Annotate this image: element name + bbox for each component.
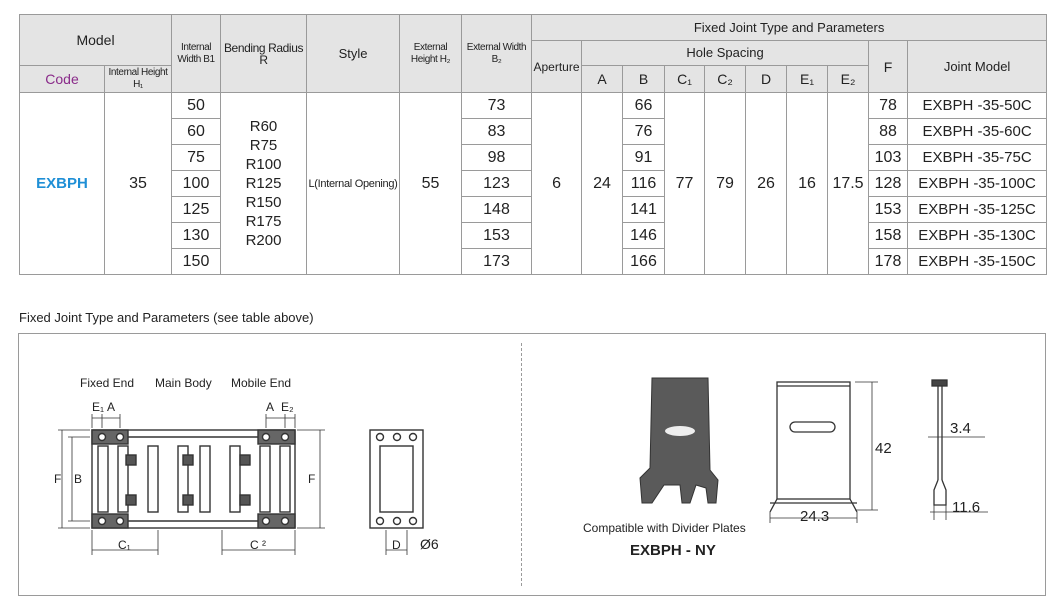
dim-42-label: 42: [875, 440, 892, 457]
f-value: 128: [869, 171, 908, 197]
code-header: Code: [20, 66, 105, 93]
end-view-outline: [370, 430, 423, 528]
f-value: 103: [869, 145, 908, 171]
joint-model-value: EXBPH -35-60C: [908, 119, 1047, 145]
c2-header: C₂: [705, 66, 746, 93]
b-value: 146: [623, 223, 665, 249]
ext-width-value: 83: [462, 119, 532, 145]
hole-spacing-header: Hole Spacing: [582, 41, 869, 66]
radius-value: R100: [245, 156, 282, 173]
e2-value: 17.5: [828, 93, 869, 275]
f-value: 88: [869, 119, 908, 145]
d-value: 26: [746, 93, 787, 275]
ext-width-value: 98: [462, 145, 532, 171]
dim-c1-label: C₁: [118, 538, 131, 552]
f-value: 78: [869, 93, 908, 119]
ext-width-value: 73: [462, 93, 532, 119]
dim-e2-label: E₂: [281, 400, 294, 414]
external-height-header: External Height H₂: [400, 15, 462, 93]
b-value: 76: [623, 119, 665, 145]
b-value: 116: [623, 171, 665, 197]
end-view-drawing: [370, 430, 423, 555]
joint-model-value: EXBPH -35-150C: [908, 249, 1047, 275]
plate-front-outline: [777, 382, 850, 499]
end-view-hole: [377, 518, 384, 525]
mount-hole: [282, 434, 289, 441]
dim-d-label: D: [392, 538, 401, 552]
radius-value: R175: [245, 213, 282, 230]
ext-width-value: 123: [462, 171, 532, 197]
radius-value: R200: [245, 232, 282, 249]
e1-header: E₁: [787, 66, 828, 93]
a-header: A: [582, 66, 623, 93]
dim-116-label: 11.6: [952, 499, 981, 516]
dim-a-right-label: A: [266, 400, 275, 414]
link-pin: [126, 455, 136, 465]
ext-width-value: 148: [462, 197, 532, 223]
external-width-header: External Width B₂: [462, 15, 532, 93]
fixed-end-label: Fixed End: [80, 376, 135, 390]
joint-model-header: Joint Model: [908, 41, 1047, 93]
width-value: 130: [172, 223, 221, 249]
width-value: 125: [172, 197, 221, 223]
e2-header: E₂: [828, 66, 869, 93]
a-value: 24: [582, 93, 623, 275]
side-view-top: [932, 380, 947, 386]
chain-assembly-drawing: [92, 430, 295, 528]
mobile-end-label: Mobile End: [231, 376, 292, 390]
joint-model-value: EXBPH -35-100C: [908, 171, 1047, 197]
b-value: 141: [623, 197, 665, 223]
radius-value: R60: [249, 118, 278, 135]
c1-header: C₁: [665, 66, 705, 93]
b-value: 91: [623, 145, 665, 171]
c1-value: 77: [665, 93, 705, 275]
mount-hole: [263, 518, 270, 525]
mount-hole: [99, 518, 106, 525]
end-view-hole: [377, 434, 384, 441]
code-value: EXBPH: [20, 93, 105, 275]
link-pin: [183, 455, 193, 465]
end-view-opening: [380, 446, 413, 512]
link-plate: [200, 446, 210, 512]
dim-34-label: 3.4: [950, 420, 971, 437]
section-title: Fixed Joint Type and Parameters (see table above): [19, 310, 314, 325]
end-view-hole: [394, 434, 401, 441]
divider-plate-photo: [640, 378, 718, 503]
chain-outline: [92, 430, 295, 528]
joint-model-value: EXBPH -35-75C: [908, 145, 1047, 171]
joint-model-value: EXBPH -35-50C: [908, 93, 1047, 119]
link-pin: [183, 495, 193, 505]
internal-width-header: Internal Width B1: [172, 15, 221, 93]
mount-hole: [263, 434, 270, 441]
dim-c2-label: C ²: [250, 538, 266, 552]
compatible-label: Compatible with Divider Plates: [583, 521, 746, 535]
bending-radius-header: Bending Radius R: [221, 15, 307, 93]
aperture-header: Aperture: [532, 41, 582, 93]
end-view-hole: [410, 518, 417, 525]
ext-width-value: 153: [462, 223, 532, 249]
link-pin: [240, 495, 250, 505]
f-value: 153: [869, 197, 908, 223]
radius-value: R75: [249, 137, 278, 154]
divider-plate-slot: [665, 426, 695, 436]
model-header: Model: [20, 15, 172, 66]
plate-front-slot: [790, 422, 835, 432]
style-header: Style: [307, 15, 400, 93]
dim-b-label: B: [74, 472, 83, 486]
dim-243-label: 24.3: [800, 508, 830, 525]
b-value: 66: [623, 93, 665, 119]
link-pin: [240, 455, 250, 465]
dim-f-right-label: F: [308, 472, 316, 486]
mount-hole: [117, 434, 124, 441]
width-value: 60: [172, 119, 221, 145]
d-header: D: [746, 66, 787, 93]
fixed-joint-header: Fixed Joint Type and Parameters: [532, 15, 1047, 41]
mount-hole: [99, 434, 106, 441]
internal-height-header: Internal Height H₁: [105, 66, 172, 93]
ext-width-value: 173: [462, 249, 532, 275]
end-view-hole: [410, 434, 417, 441]
link-plate: [260, 446, 270, 512]
link-pin: [126, 495, 136, 505]
b-header: B: [623, 66, 665, 93]
aperture-value: 6: [532, 93, 582, 275]
f-header: F: [869, 41, 908, 93]
external-height-value: 55: [400, 93, 462, 275]
width-value: 75: [172, 145, 221, 171]
main-body-label: Main Body: [155, 376, 212, 390]
radius-value: R150: [245, 194, 282, 211]
mount-hole: [282, 518, 289, 525]
dim-phi-label: Ø6: [420, 536, 439, 552]
link-plate: [230, 446, 240, 512]
joint-model-value: EXBPH -35-130C: [908, 223, 1047, 249]
divider-plate-body: [640, 378, 718, 503]
width-value: 150: [172, 249, 221, 275]
radius-value: R125: [245, 175, 282, 192]
style-value: L(Internal Opening): [307, 93, 400, 275]
link-plate: [280, 446, 290, 512]
divider-plate-front-view: [770, 382, 878, 523]
internal-height-value: 35: [105, 93, 172, 275]
f-value: 158: [869, 223, 908, 249]
width-value: 100: [172, 171, 221, 197]
link-plate: [98, 446, 108, 512]
c2-value: 79: [705, 93, 746, 275]
dim-e1-label: E₁: [92, 400, 105, 414]
dim-a-left-label: A: [107, 400, 116, 414]
joint-model-value: EXBPH -35-125C: [908, 197, 1047, 223]
b-value: 166: [623, 249, 665, 275]
width-value: 50: [172, 93, 221, 119]
dim-f-left-label: F: [54, 472, 62, 486]
e1-value: 16: [787, 93, 828, 275]
end-view-hole: [394, 518, 401, 525]
f-value: 178: [869, 249, 908, 275]
mount-hole: [117, 518, 124, 525]
link-plate: [148, 446, 158, 512]
divider-model-label: EXBPH - NY: [630, 542, 716, 559]
